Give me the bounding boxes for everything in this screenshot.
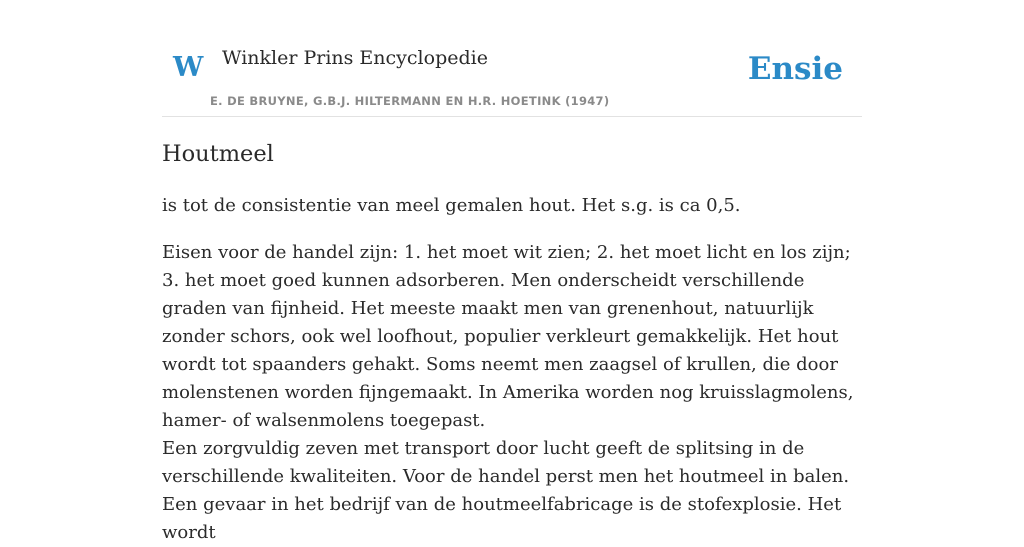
article-paragraph-2: Eisen voor de handel zijn: 1. het moet wit zien; 2. het moet licht en los zijn; 3. het moet goed kunnen adsorberen. Men onderscheidt verschillende graden van fijnheid. Het meeste maakt men van grenenhout, natuurlijk zonder schors, ook wel loofhout, populier verkleurt gemakkelijk. Het hout wordt tot spaanders gehakt. Soms neemt men zaagsel of krullen, die door molenstenen worden fijngemaakt. In Amerika worden nog kruisslagmolens, hamer- of walsenmolens toegepast. (162, 242, 854, 431)
article-paragraph-1: is tot de consistentie van meel gemalen hout. Het s.g. is ca 0,5. (162, 195, 741, 216)
article-title: Houtmeel (162, 141, 274, 167)
encyclopedia-title[interactable]: Winkler Prins Encyclopedie (222, 47, 488, 69)
encyclopedia-logo[interactable]: W (173, 52, 204, 83)
ensie-brand-logo[interactable]: Ensie (747, 51, 843, 87)
article-paragraph-3: Een zorgvuldig zeven met transport door lucht geeft de splitsing in de verschillende kwaliteiten. Voor de handel perst men het houtmeel in balen. Een gevaar in het bedrijf van de houtmeelfabricage is de stofexplosie. Het wordt (162, 438, 850, 543)
authors-line: E. DE BRUYNE, G.B.J. HILTERMANN EN H.R. HOETINK (1947) (210, 94, 610, 108)
page (162, 0, 862, 543)
header (162, 0, 862, 117)
